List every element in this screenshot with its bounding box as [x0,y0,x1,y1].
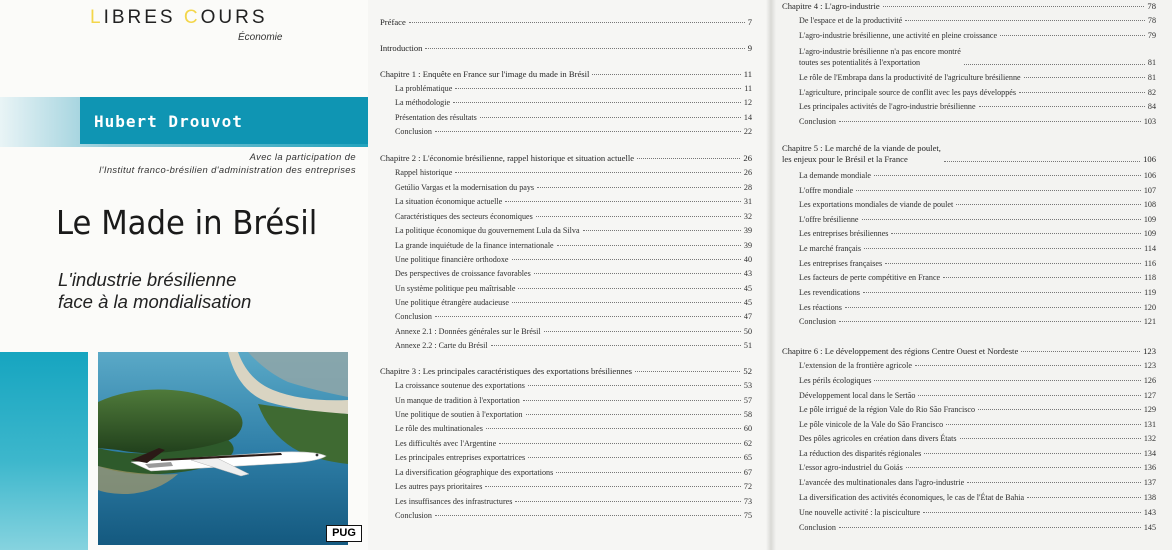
toc-entry-title: La problématique [395,84,453,93]
toc-page-number: 126 [1143,376,1156,385]
toc-entry-title: Une politique de soutien à l'exportation [395,410,523,419]
toc-section-entry [395,511,752,521]
toc-page-number: 123 [1143,346,1156,356]
toc-page-number: 114 [1144,244,1156,253]
toc-entry-title: La méthodologie [395,98,451,107]
toc-entry-title: La diversification des activités économiques, le cas de l'État de Bahia [799,493,1025,502]
toc-page-number: 12 [743,98,752,107]
toc-dot-leader [862,219,1141,220]
toc-entry-title: Les réactions [799,303,842,312]
toc-page-number: 58 [743,410,752,419]
toc-chapter-entry [782,143,1156,165]
toc-page-right [770,0,1172,550]
toc-dot-leader [905,20,1145,21]
toc-dot-leader [856,190,1141,191]
toc-dot-leader [455,172,741,173]
author-name: Hubert Drouvot [94,112,243,131]
publisher-logo: PUG [326,525,362,542]
toc-dot-leader [885,263,1141,264]
toc-section-entry [799,186,1156,196]
toc-chapter-entry [782,1,1156,11]
toc-page-number: 138 [1143,493,1156,502]
toc-entry-title: Les entreprises françaises [799,259,883,268]
toc-section-entry [395,381,752,391]
series-text-1: IBRES [103,7,184,28]
toc-chapter-entry [380,43,752,53]
toc-page-number: 11 [743,69,752,79]
series-subtitle: Économie [238,32,283,43]
participation-line-1: Avec la participation de [249,151,356,162]
toc-entry-title: Getúlio Vargas et la modernisation du pays [395,183,535,192]
toc-dot-leader [523,400,741,401]
toc-section-entry [799,102,1156,112]
toc-entry-title: Annexe 2.1 : Données générales sur le Brésil [395,327,541,336]
toc-entry-title: Les principales entreprises exportatrices [395,453,526,462]
toc-dot-leader [1021,351,1140,352]
toc-entry-title: La réduction des disparités régionales [799,449,922,458]
toc-section-entry [799,200,1156,210]
toc-page-number: 51 [743,341,752,350]
toc-section-entry [799,88,1156,98]
toc-dot-leader [943,277,1141,278]
toc-section-entry [395,312,752,322]
cover-photo-jet-over-coast [98,352,348,545]
toc-entry-title: Chapitre 4 : L'agro-industrie [782,1,880,11]
toc-dot-leader [1019,92,1145,93]
author-box [80,97,368,144]
toc-dot-leader [960,438,1141,439]
toc-entry-title: Le marché français [799,244,862,253]
toc-entry-title: L'agro-industrie brésilienne, une activité en pleine croissance [799,31,998,40]
toc-page-number: 107 [1143,186,1156,195]
toc-dot-leader [1027,497,1141,498]
toc-page-number: 132 [1143,434,1156,443]
toc-section-entry [395,226,752,236]
toc-dot-leader [967,482,1141,483]
toc-section-entry [799,463,1156,473]
toc-entry-title: Les périls écologiques [799,376,872,385]
toc-dot-leader [1024,77,1145,78]
subtitle-line-1: L'industrie brésilienne [58,269,237,290]
toc-dot-leader [544,331,741,332]
toc-section-entry [799,73,1156,83]
toc-dot-leader [845,307,1141,308]
toc-dot-leader [964,64,1145,65]
toc-dot-leader [485,486,740,487]
toc-page-number: 67 [743,468,752,477]
toc-page-number: 75 [743,511,752,520]
toc-page-number: 39 [743,241,752,250]
toc-dot-leader [583,230,741,231]
toc-dot-leader [635,371,740,372]
toc-entry-title: L'offre brésilienne [799,215,859,224]
toc-page-number: 62 [743,439,752,448]
toc-entry-title: Le rôle des multinationales [395,424,483,433]
toc-dot-leader [435,316,741,317]
toc-entry-title: L'offre mondiale [799,186,854,195]
toc-section-entry [799,303,1156,313]
toc-page-number: 120 [1143,303,1156,312]
toc-entry-title: Les autres pays prioritaires [395,482,483,491]
toc-entry-title: Chapitre 2 : L'économie brésilienne, rappel historique et situation actuelle [380,153,635,163]
toc-page-number: 108 [1143,200,1156,209]
toc-dot-leader [536,216,741,217]
toc-dot-leader [883,6,1145,7]
toc-section-entry [395,98,752,108]
toc-chapter-entry [380,153,752,163]
toc-page-number: 22 [743,127,752,136]
toc-chapter-entry [380,17,752,27]
toc-section-entry [799,288,1156,298]
toc-section-entry [395,212,752,222]
toc-page-number: 129 [1143,405,1156,414]
toc-dot-leader [946,424,1141,425]
series-name [90,7,268,29]
series-text-2: OURS [200,7,268,28]
toc-dot-leader [891,233,1140,234]
toc-page-number: 50 [743,327,752,336]
toc-section-entry [395,183,752,193]
toc-section-entry [395,197,752,207]
toc-chapter-entry [782,346,1156,356]
toc-entry-title: Annexe 2.2 : Carte du Brésil [395,341,488,350]
toc-page-number: 53 [743,381,752,390]
toc-entry-title: Les revendications [799,288,860,297]
toc-page-number: 32 [743,212,752,221]
toc-page-number: 11 [744,84,752,93]
toc-dot-leader [409,22,745,23]
toc-dot-leader [455,88,741,89]
toc-page-number: 72 [743,482,752,491]
toc-section-entry [395,424,752,434]
toc-dot-leader [480,117,741,118]
toc-entry-title: Conclusion [799,117,836,126]
toc-page-number: 143 [1143,508,1156,517]
toc-section-entry [799,523,1156,533]
toc-entry-title: Préface [380,17,406,27]
toc-section-entry [799,215,1156,225]
toc-page-number: 79 [1147,31,1156,40]
toc-page-number: 84 [1147,102,1156,111]
toc-dot-leader [528,457,741,458]
participation-note [99,150,356,176]
toc-page-number: 137 [1143,478,1156,487]
toc-section-entry [395,497,752,507]
toc-entry-title: Un système politique peu maîtrisable [395,284,516,293]
toc-entry-title: La politique économique du gouvernement Lula da Silva [395,226,580,235]
toc-entry-title: Le rôle de l'Embrapa dans la productivité de l'agriculture brésilienne [799,73,1021,82]
toc-page-left [368,0,770,550]
toc-page-number: 106 [1143,171,1156,180]
toc-section-entry [799,361,1156,371]
toc-section-entry [799,478,1156,488]
toc-dot-leader [557,245,741,246]
toc-dot-leader [923,512,1141,513]
toc-page-number: 145 [1143,523,1156,532]
toc-section-entry [799,273,1156,283]
toc-section-entry [395,410,752,420]
toc-section-entry [395,113,752,123]
toc-page-number: 119 [1144,288,1156,297]
toc-entry-title: Conclusion [799,317,836,326]
toc-section-entry [799,16,1156,26]
toc-section-entry [395,127,752,137]
toc-dot-leader [505,201,741,202]
toc-section-entry [395,468,752,478]
toc-dot-leader [512,302,741,303]
toc-section-entry [799,259,1156,269]
toc-entry-title: La diversification géographique des exportations [395,468,554,477]
toc-page-number: 31 [743,197,752,206]
toc-page-number: 52 [743,366,752,376]
toc-section-entry [799,317,1156,327]
toc-entry-title: Une politique étrangère audacieuse [395,298,509,307]
toc-page-number: 136 [1143,463,1156,472]
toc-dot-leader [864,248,1141,249]
toc-entry-title: Les insuffisances des infrastructures [395,497,513,506]
toc-page-number: 26 [743,153,752,163]
toc-entry-title: L'essor agro-industriel du Goiás [799,463,903,472]
toc-dot-leader [592,74,740,75]
toc-page-number: 123 [1143,361,1156,370]
toc-dot-leader [499,443,741,444]
toc-entry-title: Des pôles agricoles en création dans divers États [799,434,957,443]
toc-section-entry [395,439,752,449]
toc-section-entry [395,255,752,265]
toc-entry-title: La croissance soutenue des exportations [395,381,525,390]
toc-page-number: 47 [743,312,752,321]
toc-dot-leader [874,380,1140,381]
book-gutter [766,0,776,550]
toc-entry-title: Présentation des résultats [395,113,477,122]
toc-section-entry [799,449,1156,459]
toc-entry-title: Chapitre 3 : Les principales caractéristiques des exportations brésiliennes [380,366,633,376]
toc-entry-title: Une nouvelle activité : la pisciculture [799,508,921,517]
toc-section-entry [799,508,1156,518]
toc-dot-leader [839,121,1141,122]
toc-entry-title: La situation économique actuelle [395,197,503,206]
toc-section-entry [799,405,1156,415]
toc-entry-title: Développement local dans le Sertão [799,391,916,400]
toc-entry-title: Des perspectives de croissance favorables [395,269,531,278]
toc-page-number: 43 [743,269,752,278]
toc-section-entry [395,298,752,308]
toc-page-number: 106 [1143,154,1156,164]
toc-page-number: 109 [1143,215,1156,224]
toc-page-number: 45 [743,284,752,293]
toc-entry-title: Chapitre 5 : Le marché de la viande de poulet, les enjeux pour le Brésil et la France [782,143,941,164]
toc-dot-leader [956,204,1141,205]
toc-section-entry [799,376,1156,386]
toc-section-entry [395,341,752,351]
series-letter-l: L [90,7,104,28]
toc-dot-leader [918,395,1140,396]
toc-page-number: 7 [747,17,752,27]
toc-chapter-entry [380,69,752,79]
toc-dot-leader [944,161,1140,162]
toc-section-entry [395,269,752,279]
book-cover [0,0,368,550]
toc-entry-title: Chapitre 6 : Le développement des régions Centre Ouest et Nordeste [782,346,1019,356]
toc-dot-leader [924,453,1141,454]
toc-entry-title: Conclusion [799,523,836,532]
toc-page-number: 57 [743,396,752,405]
book-subtitle [58,269,251,313]
toc-page-number: 131 [1143,420,1156,429]
toc-section-entry [799,31,1156,41]
toc-dot-leader [556,472,741,473]
toc-entry-title: La grande inquiétude de la finance internationale [395,241,554,250]
toc-dot-leader [637,158,740,159]
toc-dot-leader [435,515,741,516]
toc-section-entry [395,168,752,178]
toc-dot-leader [839,321,1141,322]
toc-dot-leader [425,48,744,49]
toc-dot-leader [537,187,741,188]
toc-section-entry [395,482,752,492]
toc-page-number: 127 [1143,391,1156,400]
toc-entry-title: Les exportations mondiales de viande de poulet [799,200,954,209]
toc-dot-leader [839,527,1141,528]
toc-dot-leader [978,409,1141,410]
toc-section-entry [799,117,1156,127]
toc-page-number: 9 [747,43,752,53]
toc-entry-title: Les difficultés avec l'Argentine [395,439,497,448]
toc-dot-leader [435,131,741,132]
toc-entry-title: Conclusion [395,127,432,136]
subtitle-line-2: face à la mondialisation [58,291,252,312]
toc-page-number: 26 [743,168,752,177]
toc-page-number: 82 [1147,88,1156,97]
toc-entry-title: La demande mondiale [799,171,871,180]
toc-dot-leader [515,501,741,502]
toc-entry-title: De l'espace et de la productivité [799,16,903,25]
toc-page-number: 39 [743,226,752,235]
toc-dot-leader [915,365,1141,366]
toc-entry-title: Les principales activités de l'agro-industrie brésilienne [799,102,976,111]
toc-dot-leader [979,106,1145,107]
toc-dot-leader [486,428,741,429]
toc-entry-title: Chapitre 1 : Enquête en France sur l'image du made in Brésil [380,69,590,79]
toc-entry-title: Un manque de tradition à l'exportation [395,396,520,405]
toc-page-number: 121 [1143,317,1156,326]
toc-section-entry [395,84,752,94]
toc-entry-title: Les facteurs de perte compétitive en France [799,273,941,282]
toc-entry-title: L'agro-industrie brésilienne n'a pas encore montré toutes ses potentialités à l'exportation [799,47,961,67]
toc-dot-leader [874,175,1141,176]
book-title: Le Made in Brésil [56,203,318,242]
toc-entry-title: Les entreprises brésiliennes [799,229,889,238]
toc-entry-title: L'extension de la frontière agricole [799,361,912,370]
series-letter-c: C [183,7,201,28]
toc-section-entry [799,420,1156,430]
toc-entry-title: Conclusion [395,511,432,520]
toc-section-entry [799,244,1156,254]
cover-teal-panel [0,352,88,550]
toc-dot-leader [518,288,740,289]
toc-section-entry [799,171,1156,181]
toc-page-number: 118 [1144,273,1156,282]
toc-page-number: 78 [1147,1,1156,11]
toc-section-entry [799,434,1156,444]
toc-page-number: 116 [1144,259,1156,268]
toc-entry-title: Le pôle vinicole de la Vale do São Francisco [799,420,944,429]
toc-page-number: 40 [743,255,752,264]
toc-section-entry [395,327,752,337]
toc-chapter-entry [380,366,752,376]
toc-page-number: 109 [1143,229,1156,238]
toc-dot-leader [528,385,741,386]
toc-page-number: 103 [1143,117,1156,126]
toc-section-entry [799,493,1156,503]
toc-section-entry [395,284,752,294]
toc-entry-title: L'agriculture, principale source de conflit avec les pays développés [799,88,1016,97]
toc-section-entry [799,391,1156,401]
toc-page-number: 65 [743,453,752,462]
toc-entry-title: Conclusion [395,312,432,321]
toc-entry-title: Rappel historique [395,168,453,177]
participation-line-2: l'Institut franco-brésilien d'administration des entreprises [99,164,356,175]
toc-dot-leader [453,102,741,103]
toc-page-number: 81 [1147,58,1156,67]
toc-page-number: 81 [1147,73,1156,82]
toc-dot-leader [906,467,1141,468]
toc-dot-leader [1000,35,1145,36]
toc-dot-leader [491,345,741,346]
toc-page-number: 134 [1143,449,1156,458]
toc-page-number: 14 [743,113,752,122]
toc-entry-title: L'avancée des multinationales dans l'agro-industrie [799,478,965,487]
toc-dot-leader [512,259,741,260]
toc-section-entry [799,229,1156,239]
toc-page-number: 73 [743,497,752,506]
toc-dot-leader [534,273,741,274]
toc-section-entry [395,453,752,463]
toc-page-number: 28 [743,183,752,192]
toc-dot-leader [863,292,1141,293]
toc-page-number: 45 [743,298,752,307]
toc-entry-title: Introduction [380,43,423,53]
toc-page-number: 60 [743,424,752,433]
toc-section-entry [395,241,752,251]
toc-entry-title: Une politique financière orthodoxe [395,255,509,264]
toc-entry-title: Caractéristiques des secteurs économiques [395,212,533,221]
toc-page-number: 78 [1147,16,1156,25]
toc-entry-title: Le pôle irrigué de la région Vale do Rio São Francisco [799,405,976,414]
toc-section-entry [395,396,752,406]
toc-dot-leader [526,414,741,415]
toc-section-entry [799,46,1156,68]
